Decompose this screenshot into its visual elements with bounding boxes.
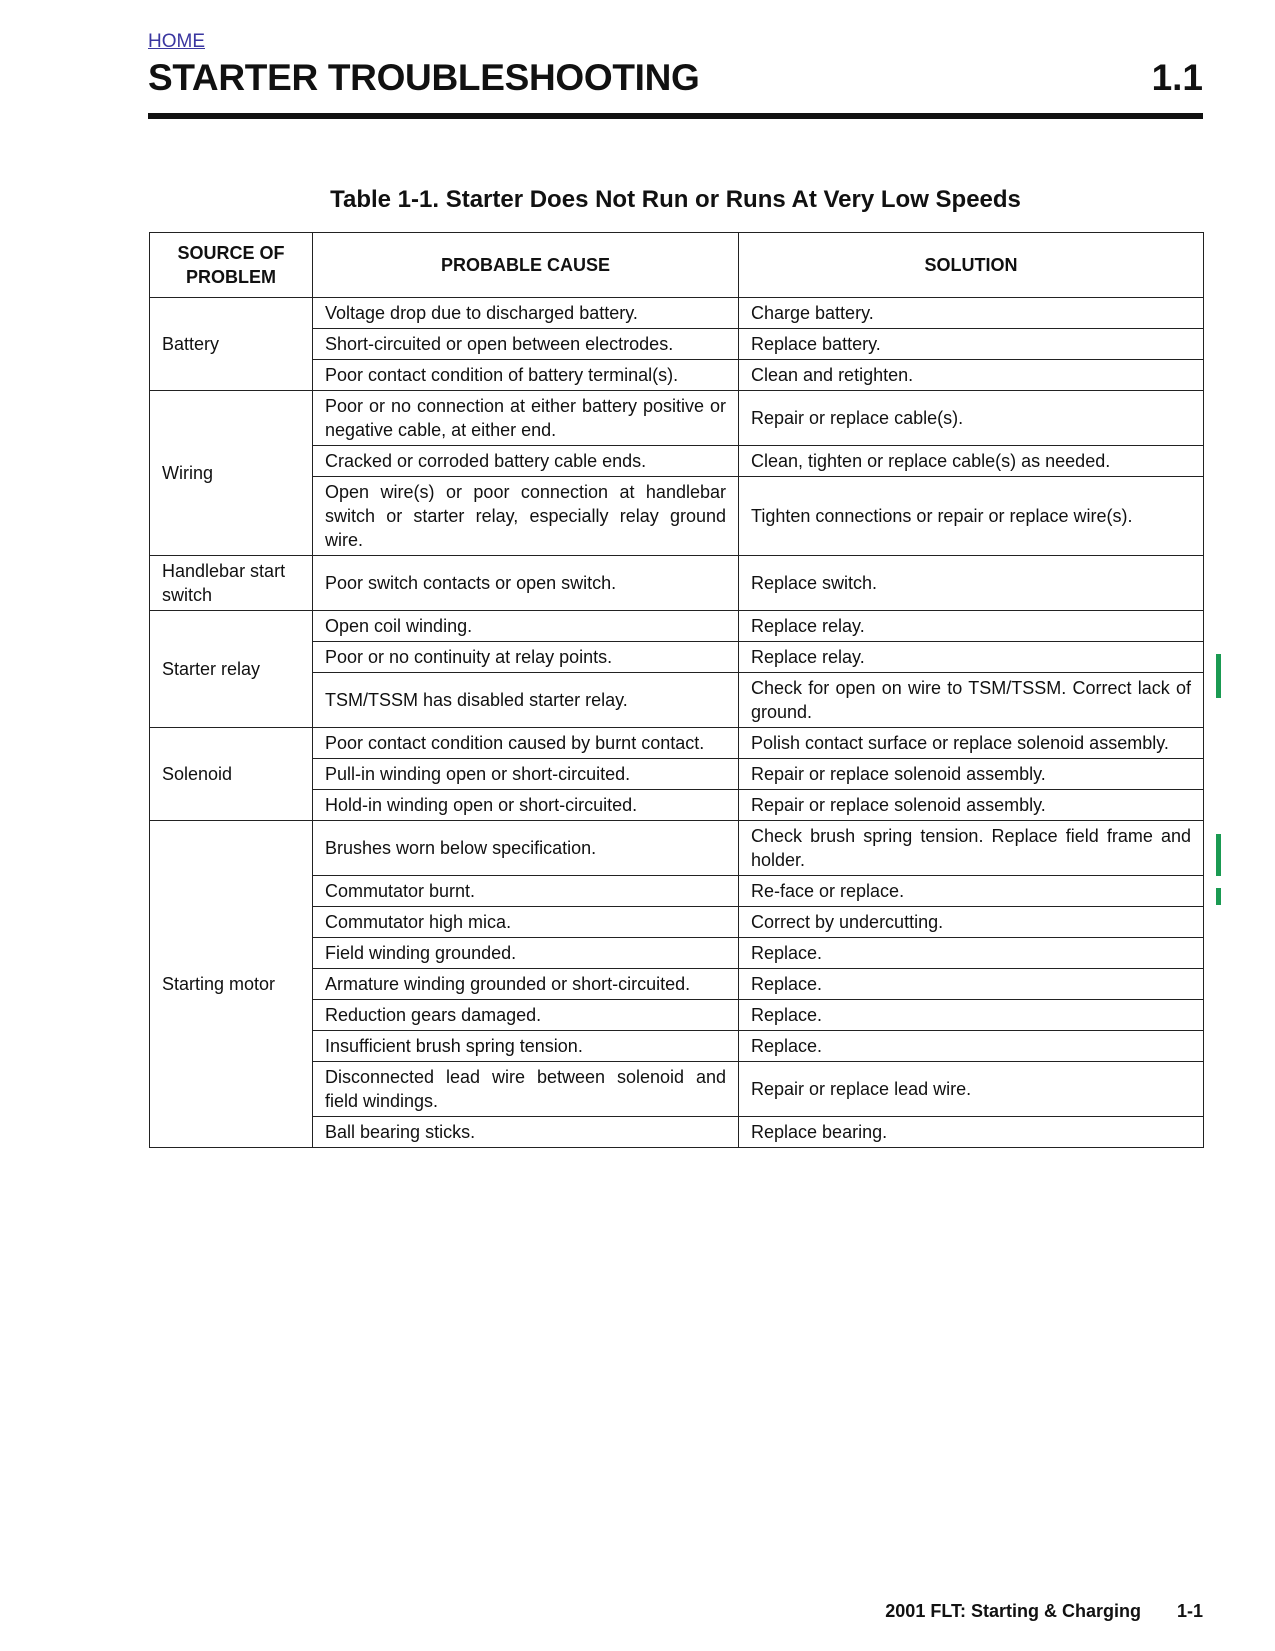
cause-cell: Field winding grounded. [313, 938, 739, 969]
solution-cell: Check brush spring tension. Replace field frame and holder. [739, 821, 1204, 876]
cause-cell: Disconnected lead wire between solenoid and field windings. [313, 1062, 739, 1117]
cause-cell: Cracked or corroded battery cable ends. [313, 446, 739, 477]
solution-cell: Repair or replace cable(s). [739, 391, 1204, 446]
solution-cell: Replace bearing. [739, 1117, 1204, 1148]
cause-cell: Commutator burnt. [313, 876, 739, 907]
solution-cell: Replace relay. [739, 642, 1204, 673]
source-cell: Battery [150, 298, 313, 391]
table-row [150, 556, 1204, 611]
solution-cell: Charge battery. [739, 298, 1204, 329]
cause-cell: Commutator high mica. [313, 907, 739, 938]
footer-manual-title: 2001 FLT: Starting & Charging [885, 1601, 1141, 1621]
solution-cell: Clean, tighten or replace cable(s) as needed. [739, 446, 1204, 477]
table-row [150, 728, 1204, 759]
cause-cell: Armature winding grounded or short-circuited. [313, 969, 739, 1000]
solution-cell: Replace. [739, 938, 1204, 969]
table-row [150, 611, 1204, 642]
cause-cell: Insufficient brush spring tension. [313, 1031, 739, 1062]
solution-cell: Replace battery. [739, 329, 1204, 360]
table-body [150, 298, 1204, 1148]
troubleshooting-table [149, 232, 1204, 1148]
table-row [150, 821, 1204, 876]
page-footer [600, 1601, 1203, 1622]
cause-cell: Short-circuited or open between electrodes. [313, 329, 739, 360]
cause-cell: Open coil winding. [313, 611, 739, 642]
solution-cell: Replace. [739, 969, 1204, 1000]
solution-cell: Clean and retighten. [739, 360, 1204, 391]
column-header-solution: SOLUTION [739, 233, 1204, 298]
change-bar [1216, 888, 1221, 905]
change-bar [1216, 834, 1221, 876]
solution-cell: Replace. [739, 1000, 1204, 1031]
cause-cell: Ball bearing sticks. [313, 1117, 739, 1148]
page-header [148, 56, 1203, 100]
cause-cell: Poor switch contacts or open switch. [313, 556, 739, 611]
solution-cell: Repair or replace solenoid assembly. [739, 790, 1204, 821]
cause-cell: Hold-in winding open or short-circuited. [313, 790, 739, 821]
solution-cell: Replace relay. [739, 611, 1204, 642]
table-title: Table 1-1. Starter Does Not Run or Runs At Very Low Speeds [330, 186, 1021, 213]
cause-cell: Reduction gears damaged. [313, 1000, 739, 1031]
source-cell: Handlebar start switch [150, 556, 313, 611]
table-row [150, 391, 1204, 446]
source-cell: Solenoid [150, 728, 313, 821]
column-header-cause: PROBABLE CAUSE [313, 233, 739, 298]
source-cell: Starter relay [150, 611, 313, 728]
section-number: 1.1 [1151, 57, 1203, 98]
solution-cell: Correct by undercutting. [739, 907, 1204, 938]
cause-cell: Poor contact condition caused by burnt contact. [313, 728, 739, 759]
source-cell: Wiring [150, 391, 313, 556]
source-cell: Starting motor [150, 821, 313, 1148]
change-bar [1216, 654, 1221, 698]
cause-cell: Poor or no continuity at relay points. [313, 642, 739, 673]
cause-cell: Brushes worn below specification. [313, 821, 739, 876]
cause-cell: TSM/TSSM has disabled starter relay. [313, 673, 739, 728]
cause-cell: Pull-in winding open or short-circuited. [313, 759, 739, 790]
page-title: STARTER TROUBLESHOOTING [148, 57, 700, 98]
cause-cell: Poor contact condition of battery terminal(s). [313, 360, 739, 391]
header-rule [148, 113, 1203, 119]
solution-cell: Replace switch. [739, 556, 1204, 611]
cause-cell: Voltage drop due to discharged battery. [313, 298, 739, 329]
solution-cell: Polish contact surface or replace solenoid assembly. [739, 728, 1204, 759]
solution-cell: Re-face or replace. [739, 876, 1204, 907]
home-link[interactable]: HOME [148, 31, 205, 52]
cause-cell: Open wire(s) or poor connection at handlebar switch or starter relay, especially relay ground wire. [313, 477, 739, 556]
table-header-row [150, 233, 1204, 298]
cause-cell: Poor or no connection at either battery positive or negative cable, at either end. [313, 391, 739, 446]
footer-page-number: 1-1 [1176, 1601, 1203, 1621]
table-row [150, 298, 1204, 329]
solution-cell: Repair or replace solenoid assembly. [739, 759, 1204, 790]
solution-cell: Replace. [739, 1031, 1204, 1062]
solution-cell: Tighten connections or repair or replace wire(s). [739, 477, 1204, 556]
solution-cell: Check for open on wire to TSM/TSSM. Correct lack of ground. [739, 673, 1204, 728]
column-header-source: SOURCE OF PROBLEM [150, 233, 313, 298]
solution-cell: Repair or replace lead wire. [739, 1062, 1204, 1117]
